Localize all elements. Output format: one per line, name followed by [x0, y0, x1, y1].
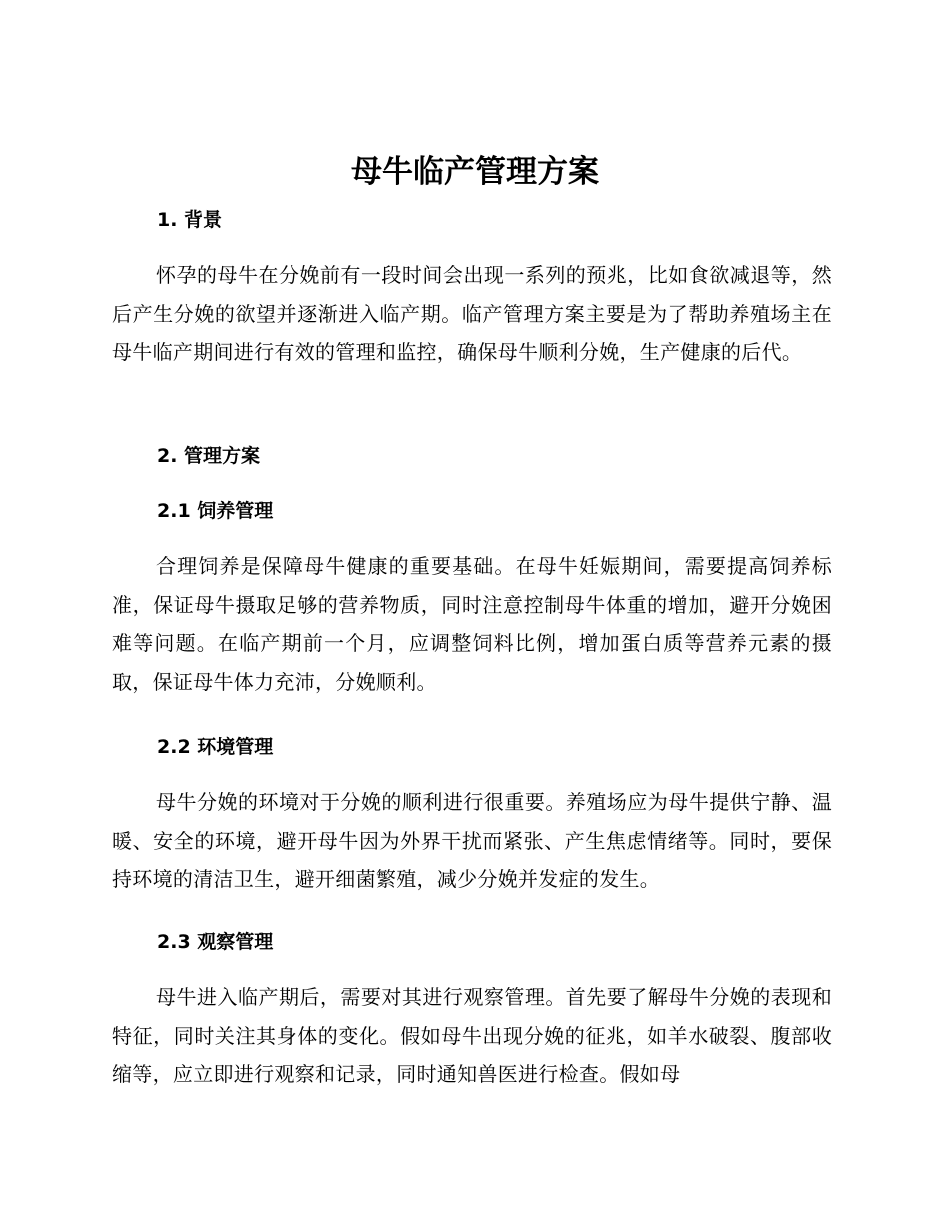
section-paragraph-observation: 母牛进入临产期后，需要对其进行观察管理。首先要了解母牛分娩的表现和特征，同时关注其身体的变化。假如母牛出现分娩的征兆，如羊水破裂、腹部收缩等，应立即进行观察和记录，同时通知兽医进行检查。假如母 [112, 985, 832, 1086]
section-heading-management-plan: 2. 管理方案 [157, 445, 261, 467]
section-heading-observation: 2.3 观察管理 [157, 931, 274, 953]
section-paragraph-feeding: 合理饲养是保障母牛健康的重要基础。在母牛妊娠期间，需要提高饲养标准，保证母牛摄取足够的营养物质，同时注意控制母牛体重的增加，避开分娩困难等问题。在临产期前一个月，应调整饲料比例，增加蛋白质等营养元素的摄取，保证母牛体力充沛，分娩顺利。 [112, 554, 832, 694]
section-heading-background: 1. 背景 [157, 209, 223, 231]
section-heading-feeding: 2.1 饲养管理 [157, 500, 274, 522]
section-paragraph-environment: 母牛分娩的环境对于分娩的顺利进行很重要。养殖场应为母牛提供宁静、温暖、安全的环境，避开母牛因为外界干扰而紧张、产生焦虑情绪等。同时，要保持环境的清洁卫生，避开细菌繁殖，减少分娩并发症的发生。 [112, 790, 832, 891]
page-title: 母牛临产管理方案 [351, 154, 599, 190]
section-paragraph-background: 怀孕的母牛在分娩前有一段时间会出现一系列的预兆，比如食欲减退等，然后产生分娩的欲望并逐渐进入临产期。临产管理方案主要是为了帮助养殖场主在母牛临产期间进行有效的管理和监控，确保母牛顺利分娩，生产健康的后代。 [112, 263, 832, 364]
section-heading-environment: 2.2 环境管理 [157, 736, 274, 758]
